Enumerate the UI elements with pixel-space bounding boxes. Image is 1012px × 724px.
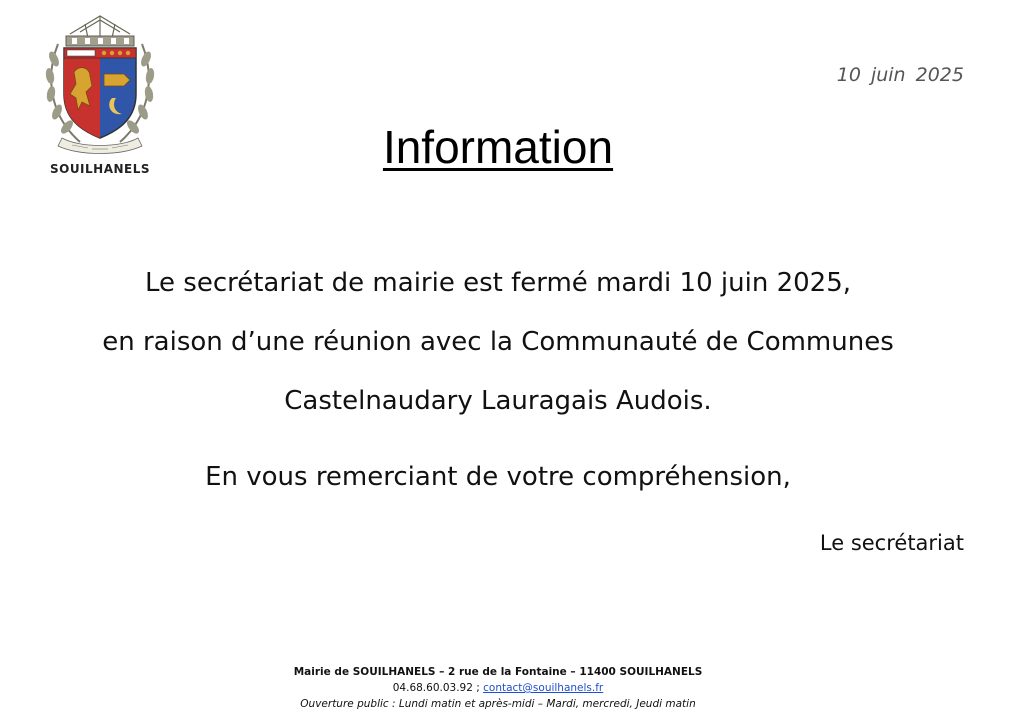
document-date: 10 juin 2025 (836, 64, 964, 86)
logo-caption: SOUILHANELS (49, 162, 151, 176)
footer-separator: ; (472, 682, 484, 694)
footer (0, 664, 996, 712)
body-line-community: Castelnaudary Lauragais Audois. (284, 386, 712, 416)
body-line-reason: en raison d’une réunion avec la Communauté de Communes (102, 327, 894, 357)
signature: Le secrétariat (819, 531, 964, 555)
footer-phone: 04.68.60.03.92 (392, 682, 473, 694)
footer-contact (0, 680, 996, 696)
body-line-closure: Le secrétariat de mairie est fermé mardi 10 juin 2025, (145, 268, 851, 298)
footer-opening-hours: Ouverture public : Lundi matin et après-midi – Mardi, mercredi, Jeudi matin (300, 698, 696, 710)
footer-email-link[interactable]: contact@souilhanels.fr (483, 682, 604, 694)
page-title (0, 120, 996, 174)
page-title-text: Information (382, 121, 614, 173)
body-line-thanks: En vous remerciant de votre compréhension, (205, 462, 791, 492)
footer-address: Mairie de SOUILHANELS – 2 rue de la Fontaine – 11400 SOUILHANELS (293, 666, 703, 678)
